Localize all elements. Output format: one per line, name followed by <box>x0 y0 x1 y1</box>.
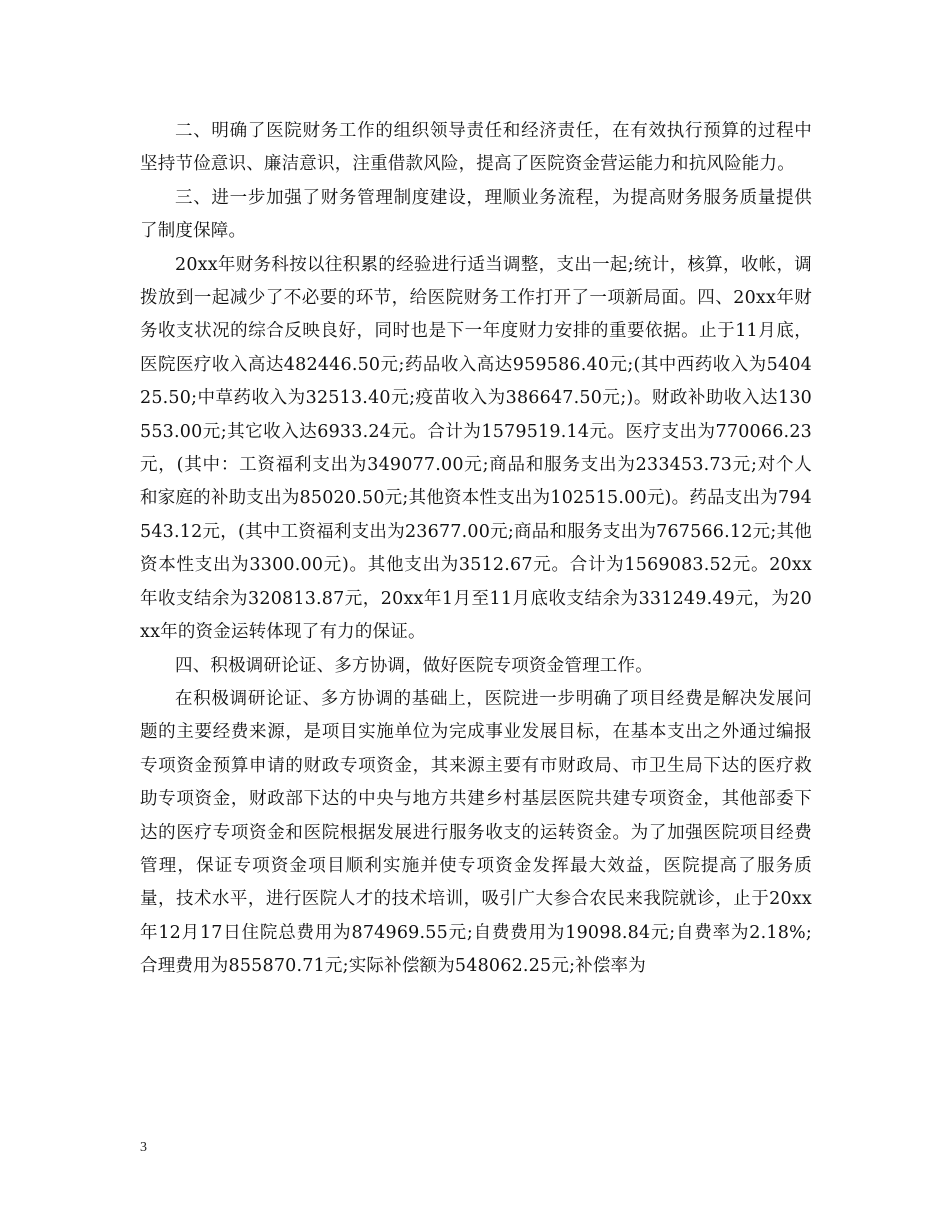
paragraph-financial-summary: 20xx年财务科按以往积累的经验进行适当调整，支出一起;统计，核算，收帐，调拨放到一起减少了不必要的环节，给医院财务工作打开了一项新局面。四、20xx年财务收支状况的综合反映良好，同时也是下一年度财力安排的重要依据。止于11月底，医院医疗收入高达482446.50元;药品收入高达959586.40元;(其中西药收入为540425.50;中草药收入为32513.40元;疫苗收入为386647.50元;)。财政补助收入达130553.00元;其它收入达6933.24元。合计为1579519.14元。医疗支出为770066.23元，(其中：工资福利支出为349077.00元;商品和服务支出为233453.73元;对个人和家庭的补助支出为85020.50元;其他资本性支出为102515.00元)。药品支出为794543.12元，(其中工资福利支出为23677.00元;商品和服务支出为767566.12元;其他资本性支出为3300.00元)。其他支出为3512.67元。合计为1569083.52元。20xx年收支结余为320813.87元，20xx年1月至11月底收支结余为331249.49元，为20xx年的资金运转体现了有力的保证。 <box>140 254 812 643</box>
paragraph-section-four-heading: 四、积极调研论证、多方协调，做好医院专项资金管理工作。 <box>175 655 653 676</box>
document-body <box>140 115 812 984</box>
paragraph-section-three: 三、进一步加强了财务管理制度建设，理顺业务流程，为提高财务服务质量提供了制度保障。 <box>140 187 812 242</box>
paragraph-special-funds: 在积极调研论证、多方协调的基础上，医院进一步明确了项目经费是解决发展问题的主要经费来源，是项目实施单位为完成事业发展目标，在基本支出之外通过编报专项资金预算申请的财政专项资金，其来源主要有市财政局、市卫生局下达的医疗救助专项资金，财政部下达的中央与地方共建乡村基层医院共建专项资金，其他部委下达的医疗专项资金和医院根据发展进行服务收支的运转资金。为了加强医院项目经费管理，保证专项资金项目顺利实施并使专项资金发挥最大效益，医院提高了服务质量，技术水平，进行医院人才的技术培训，吸引广大参合农民来我院就诊，止于20xx年12月17日住院总费用为874969.55元;自费费用为19098.84元;自费率为2.18%;合理费用为855870.71元;实际补偿额为548062.25元;补偿率为 <box>140 688 812 977</box>
paragraph-section-two: 二、明确了医院财务工作的组织领导责任和经济责任，在有效执行预算的过程中坚持节俭意识、廉洁意识，注重借款风险，提高了医院资金营运能力和抗风险能力。 <box>140 121 812 175</box>
page-number: 3 <box>140 1140 147 1155</box>
